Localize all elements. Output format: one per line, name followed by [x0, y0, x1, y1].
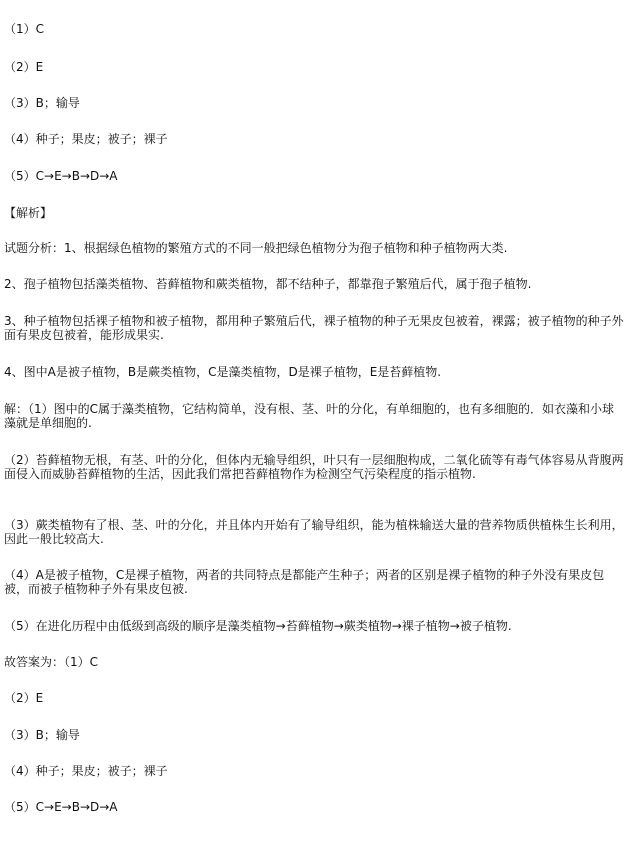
analysis-point-1: 试题分析：1、根据绿色植物的繁殖方式的不同一般把绿色植物分为孢子植物和种子植物两大类. — [4, 241, 508, 255]
answer-line-2: （2）E — [4, 60, 44, 74]
analysis-point-4: 4、图中A是被子植物，B是蕨类植物，C是藻类植物，D是裸子植物，E是苔藓植物. — [4, 365, 442, 379]
final-answer-line-3: （3）B；输导 — [4, 728, 80, 742]
solution-part-3: （3）蕨类植物有了根、茎、叶的分化，并且体内开始有了输导组织，能为植株输送大量的营养物质供植株生长利用，因此一般比较高大. — [4, 518, 624, 546]
analysis-heading: 【解析】 — [4, 206, 53, 220]
final-answer-intro: 故答案为：（1）C — [4, 655, 99, 669]
answer-line-1: （1）C — [4, 22, 45, 36]
answer-line-4: （4）种子；果皮；被子；裸子 — [4, 132, 168, 146]
solution-part-4: （4）A是被子植物，C是裸子植物，两者的共同特点是都能产生种子；两者的区别是裸子植物的种子外没有果皮包被，而被子植物种子外有果皮包被. — [4, 568, 605, 596]
final-answer-line-2: （2）E — [4, 691, 44, 705]
solution-part-1: 解：（1）图中的C属于藻类植物，它结构简单，没有根、茎、叶的分化，有单细胞的，也有多细胞的．如衣藻和小球藻就是单细胞的. — [4, 402, 615, 430]
solution-part-2: （2）苔藓植物无根，有茎、叶的分化，但体内无输导组织，叶只有一层细胞构成，二氧化硫等有毒气体容易从背腹两面侵入而威胁苔藓植物的生活，因此我们常把苔藓植物作为检测空气污染程度的指示植物. — [4, 453, 624, 481]
answer-line-3: （3）B；输导 — [4, 96, 80, 110]
solution-part-5: （5）在进化历程中由低级到高级的顺序是藻类植物→苔藓植物→蕨类植物→裸子植物→被子植物. — [4, 619, 512, 633]
answer-line-5: （5）C→E→B→D→A — [4, 169, 118, 183]
final-answer-line-4: （4）种子；果皮；被子；裸子 — [4, 764, 168, 778]
analysis-point-2: 2、孢子植物包括藻类植物、苔藓植物和蕨类植物，都不结种子，都靠孢子繁殖后代，属于孢子植物. — [4, 277, 532, 291]
final-answer-line-5: （5）C→E→B→D→A — [4, 800, 118, 814]
analysis-point-3: 3、种子植物包括裸子植物和被子植物，都用种子繁殖后代，裸子植物的种子无果皮包被着，裸露；被子植物的种子外面有果皮包被着，能形成果实. — [4, 314, 624, 342]
